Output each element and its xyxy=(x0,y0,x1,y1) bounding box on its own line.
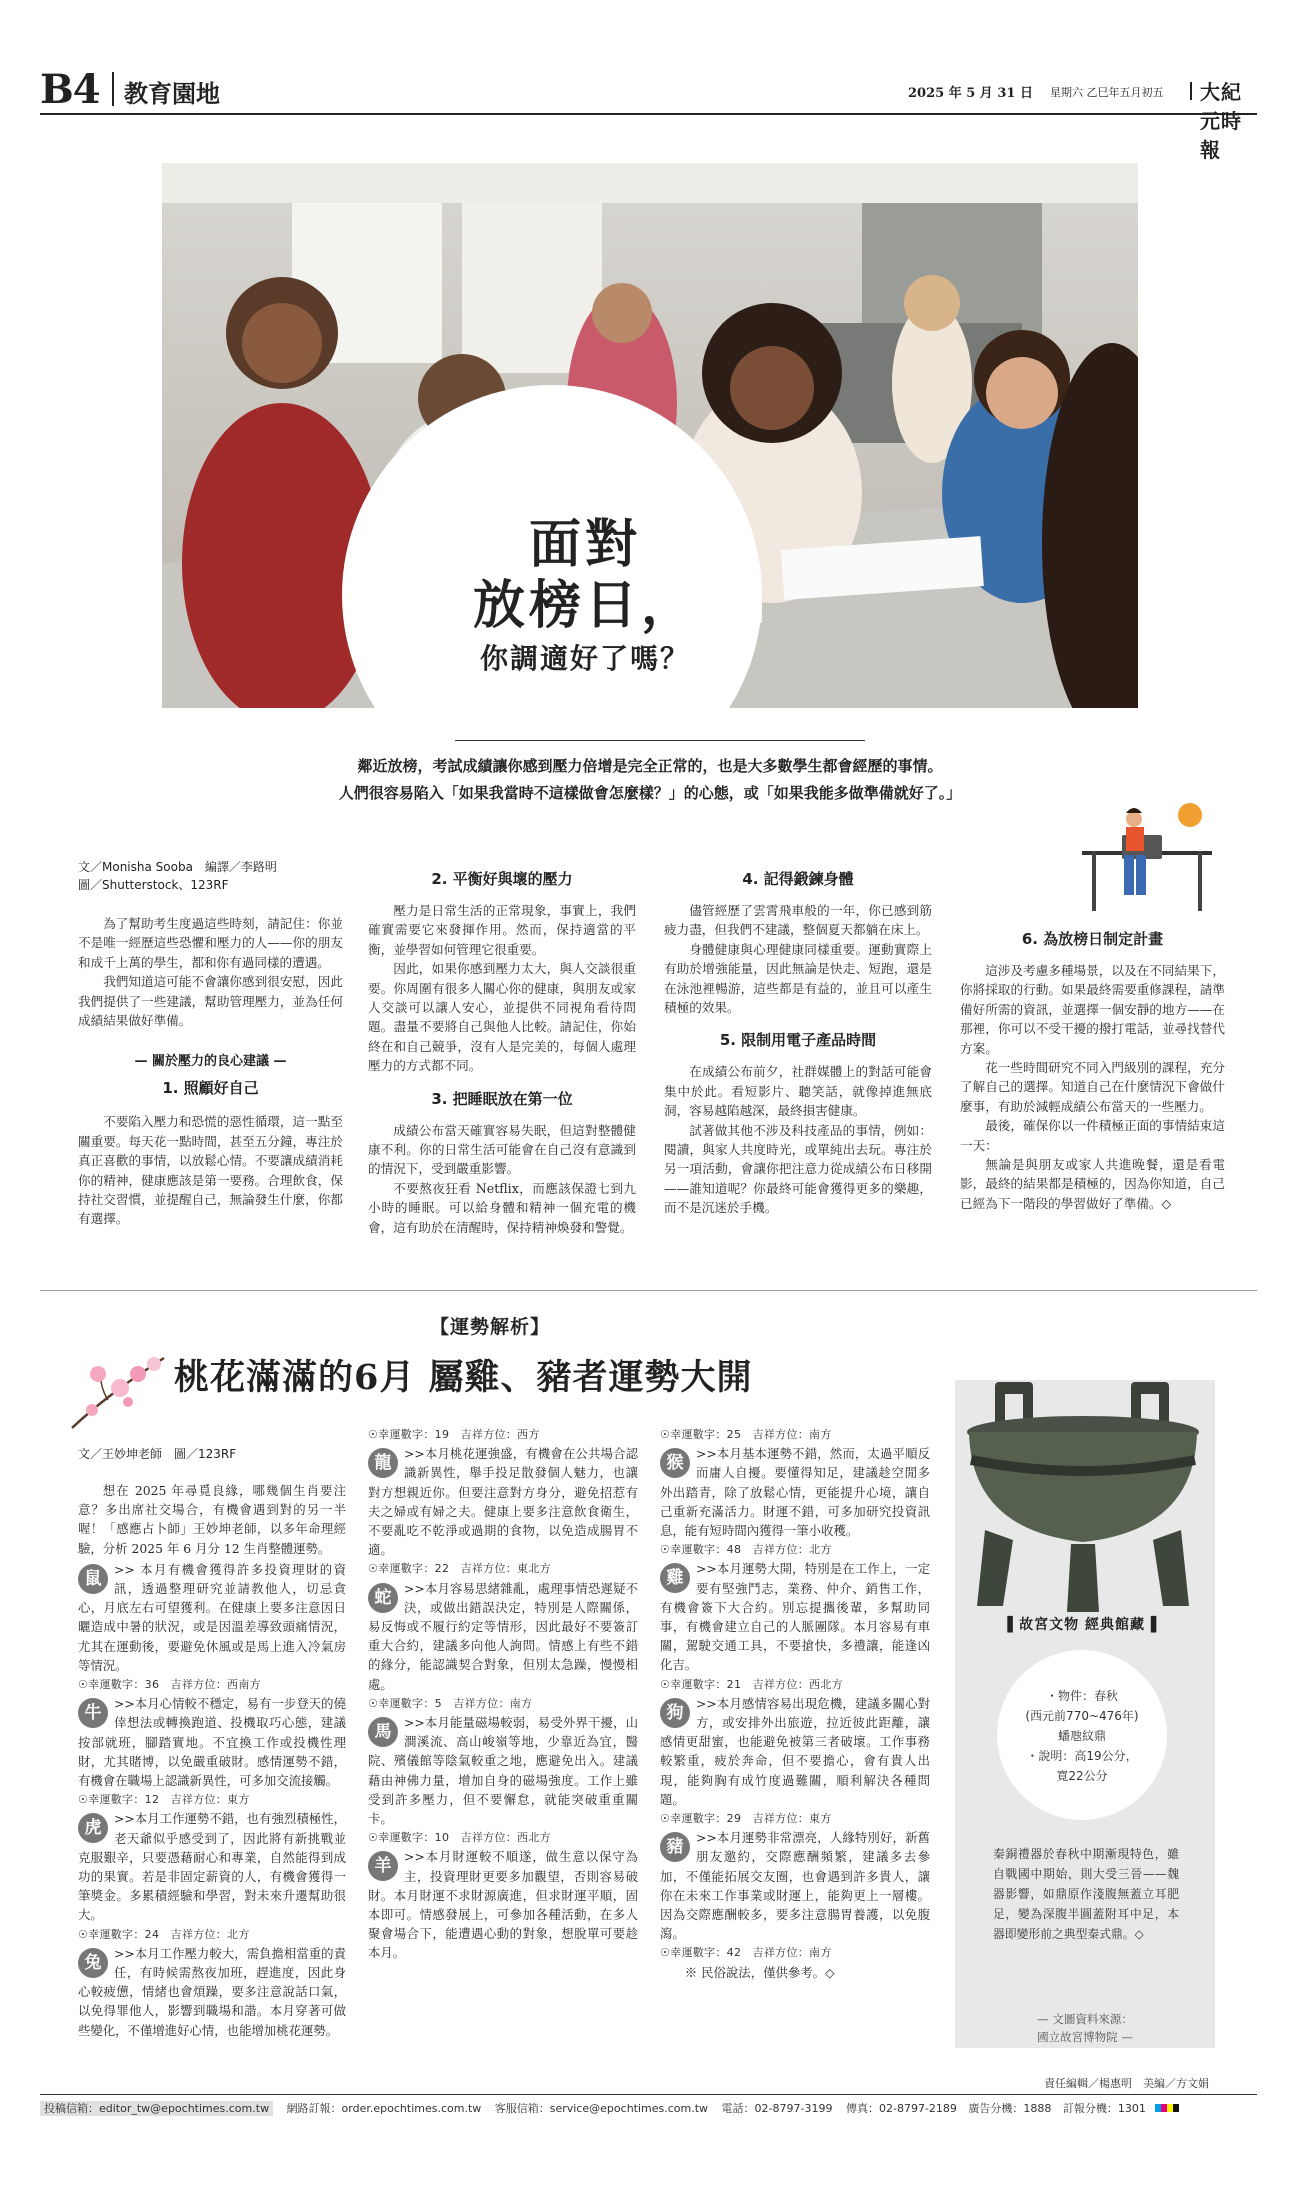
footer-submit: 投稿信箱：editor_tw@epochtimes.com.tw xyxy=(40,2101,273,2116)
museum-source-line2: 國立故宮博物院 — xyxy=(1037,2030,1133,2044)
zodiac-text-goat: >>本月財運較不順遂，做生意以保守為主，投資理財更要多加觀望，否則容易破財。本月財運不求財源廣進，但求財運平順，固本即可。情感發展上，可參加各種活動，在多人聚會場合下，能遭遇心動的對象，想脫單可要趁本月。 xyxy=(368,1849,638,1961)
tip-5-heading: 5. 限制用電子產品時間 xyxy=(719,1031,877,1050)
tip-6-text-c: 最後，確保你以一件積極正面的事情結束這一天： xyxy=(960,1118,1225,1153)
byline-photo: 圖／Shutterstock、123RF xyxy=(78,878,229,892)
zodiac-badge-rooster: 雞 xyxy=(660,1563,690,1593)
zodiac-luck-ox: ☉幸運數字：12 吉祥方位：東方 xyxy=(78,1793,250,1807)
zodiac-entry-dragon xyxy=(368,1444,638,1559)
zodiac-text-rooster: >>本月運勢大開，特別是在工作上，一定要有堅強鬥志，業務、仲介、銷售工作，有機會簽下大合約。別忘提攜後輩，多幫助同事，有機會建立自己的人脈團隊。本月容易有車關，駕駛交通工具，不要搶快，多禮讓，能逢凶化吉。 xyxy=(660,1561,930,1673)
footer-service: 客服信箱：service@epochtimes.com.tw xyxy=(494,2102,709,2115)
tip-6-text-b: 花一些時間研究不同入門級別的課程，充分了解自己的選擇。知道自己在什麼情況下會做什麼事，有助於減輕成績公布當天的一些壓力。 xyxy=(960,1060,1225,1114)
paper-logo: 大紀元時報 xyxy=(1200,80,1242,162)
tip-4-heading: 4. 記得鍛鍊身體 xyxy=(742,870,854,888)
museum-source-line1: — 文圖資料來源： xyxy=(1037,2012,1133,2026)
intro-paragraph-1: 為了幫助考生度過這些時刻，請記住：你並不是唯一經歷這些恐懼和壓力的人——你的朋友和成千上萬的學生，都和你有過同樣的遭遇。 xyxy=(78,916,343,970)
intro-paragraph-2: 我們知道這可能不會讓你感到很安慰，因此我們提供了一些建議，幫助管理壓力，並為任何成績結果做好準備。 xyxy=(78,974,343,1029)
zodiac-text-pig: >>本月運勢非常漂亮，人緣特別好，新舊朋友邀約，交際應酬頻繁，建議多去參加，不僅能拓展交友圈，也會遇到許多貴人，讓你在未來工作事業或財運上，能夠更上一層樓。因為交際應酬較多，要多注意腸胃養護，以免腹瀉。 xyxy=(660,1830,930,1942)
issue-weekday: 星期六 乙巳年五月初五 xyxy=(1050,86,1164,99)
zodiac-entry-tiger xyxy=(78,1809,346,1924)
zodiac-text-rat: >> 本月有機會獲得許多投資理財的資訊，透過整理研究並請教他人，切忌貪心，月底左右可望獲利。在健康上要多注意因日曬造成中暑的狀況，或是因溫差導致頭痛情況，尤其在運動後，要避免休風或是馬上進入冷氣房等情況。 xyxy=(78,1561,346,1673)
museum-object: ・物件：春秋 xyxy=(1045,1689,1118,1703)
zodiac-badge-tiger: 虎 xyxy=(78,1813,108,1843)
museum-size-1: ・說明：高19公分， xyxy=(1026,1749,1138,1763)
zodiac-text-dog: >>本月感情容易出現危機，建議多關心對方，或安排外出旅遊，拉近彼此距離，讓感情更甜蜜，也能避免被第三者破壞。工作事務較繁重，疲於奔命，但不要擔心，會有貴人出現，能夠胸有成竹度過難關，順利解決各種問題。 xyxy=(660,1695,930,1807)
museum-size-2: 寬22公分 xyxy=(1056,1769,1108,1783)
feature-headline xyxy=(400,515,770,681)
zodiac-text-rabbit: >>本月工作壓力較大，需負擔相當重的責任，有時候需熬夜加班，趕進度，因此身心較疲憊，情緒也會煩躁，要多注意說話口氣，以免得罪他人，影響到職場和諧。本月穿著可做些變化，不僅增進好心情，也能增加桃花運勢。 xyxy=(78,1945,346,2038)
tip-6-heading: 6. 為放榜日制定計畫 xyxy=(1021,930,1164,948)
lead-line2: 人們很容易陷入「如果我當時不這樣做會怎麼樣？」的心態，或「如果我能多做準備就好了。」 xyxy=(338,784,962,802)
tip-6-text-a: 這涉及考慮多種場景，以及在不同結果下，你將採取的行動。如果最終需要重修課程，請準備好所需的資訊，並選擇一個安靜的地方——在那裡，你可以不受干擾的撥打電話，並尋找替代方案。 xyxy=(960,963,1225,1056)
tip-3-heading: 3. 把睡眠放在第一位 xyxy=(431,1089,573,1108)
headline-line1: 面對 xyxy=(528,514,641,575)
zodiac-badge-pig: 豬 xyxy=(660,1832,690,1862)
zodiac-entry-snake xyxy=(368,1579,638,1694)
fortune-column-2 xyxy=(368,1425,638,1963)
fortune-closing: ※ 民俗說法，僅供參考。◇ xyxy=(684,1964,835,1980)
zodiac-luck-goat: ☉幸運數字：25 吉祥方位：南方 xyxy=(660,1428,832,1441)
museum-box-title: ▌故宮文物 經典館藏 ▌ xyxy=(1007,1617,1163,1633)
zodiac-entry-ox xyxy=(78,1694,346,1790)
masthead-divider xyxy=(112,72,114,106)
section-name: 教育園地 xyxy=(124,79,220,108)
blossom-illustration xyxy=(68,1344,168,1434)
footer-rule xyxy=(40,2094,1257,2095)
editor-credit: 責任編輯／楊惠明 美編／方文娟 xyxy=(1044,2077,1209,2090)
fortune-column-1 xyxy=(78,1445,346,2040)
tip-6-text-d: 無論是與朋友或家人共進晚餐，還是看電影，最終的結果都是積極的，因為你知道，自己已經為下一階段的學習做好了準備。◇ xyxy=(960,1157,1225,1211)
article-column-3 xyxy=(664,868,932,1218)
zodiac-luck-tiger: ☉幸運數字：24 吉祥方位：北方 xyxy=(78,1927,250,1941)
zodiac-badge-ox: 牛 xyxy=(78,1698,108,1728)
tip-5-text-a: 在成績公布前夕，社群媒體上的對話可能會集中於此。看短影片、聽笑話，就像掉進無底洞，容易越陷越深，最終損害健康。 xyxy=(664,1064,932,1119)
museum-description: 秦銅禮器於春秋中期漸現特色，雖自戰國中期始，則大受三晉——魏器影響，如鼎原作淺腹無蓋立耳肥足，變為深腹半圓蓋附耳中足，本器即變形前之典型秦式鼎。◇ xyxy=(993,1847,1179,1941)
zodiac-entry-goat xyxy=(368,1847,638,1962)
article-column-4 xyxy=(960,928,1225,1213)
zodiac-luck-rabbit: ☉幸運數字：19 吉祥方位：西方 xyxy=(368,1428,540,1441)
museum-era: (西元前770~476年) xyxy=(1025,1709,1139,1723)
desk-illustration xyxy=(1072,795,1212,913)
tip-4-text-a: 儘管經歷了雲霄飛車般的一年，你已感到筋疲力盡，但我們不建議，整個夏天都躺在床上。 xyxy=(664,903,932,938)
masthead-divider-2 xyxy=(1190,82,1192,100)
footer-phone: 電話：02-8797-3199 xyxy=(721,2102,833,2115)
zodiac-text-dragon: >>本月桃花運強盛，有機會在公共場合認識新異性，舉手投足散發個人魅力，也讓對方想親近你。但要注意對方身分，避免招惹有夫之婦或有婦之夫。健康上要多注意飲食衛生，不要亂吃不乾淨或過期的食物，以免造成腸胃不適。 xyxy=(368,1446,638,1558)
black-swatch xyxy=(1173,2104,1179,2112)
zodiac-badge-monkey: 猴 xyxy=(660,1448,690,1478)
bronze-tripod-vessel xyxy=(955,1380,1215,1620)
tip-5-text-b: 試著做其他不涉及科技產品的事情，例如：閱讀，與家人共度時光，或單純出去玩。專注於另一項活動，會讓你把注意力從成績公布日移開——誰知道呢？你最終可能會獲得更多的樂趣，而不是沉迷於手機。 xyxy=(664,1122,932,1216)
tip-4-text-b: 身體健康與心理健康同樣重要。運動實際上有助於增強能量，因此無論是快走、短跑，還是在泳池裡暢游，這些都是有益的，並且可以產生積極的效果。 xyxy=(664,941,932,1016)
zodiac-entry-pig xyxy=(660,1828,930,1943)
tip-1-heading: 1. 照顧好自己 xyxy=(162,1079,259,1098)
museum-panel xyxy=(955,1380,1215,2048)
fortune-byline: 文／王妙坤老師 圖／123RF xyxy=(78,1447,237,1461)
advice-section-title: — 關於壓力的良心建議 — xyxy=(134,1054,287,1070)
byline-author: 文／Monisha Sooba 編譯／李路明 xyxy=(78,860,277,874)
zodiac-badge-dragon: 龍 xyxy=(368,1448,398,1478)
footer-fax: 傳真：02-8797-2189 xyxy=(845,2102,957,2115)
zodiac-entry-dog xyxy=(660,1694,930,1809)
feature-lead xyxy=(140,753,1160,807)
zodiac-badge-rabbit: 兔 xyxy=(78,1948,108,1978)
zodiac-badge-goat: 羊 xyxy=(368,1851,398,1881)
tip-3-text-a: 成績公布當天確實容易失眠，但這對整體健康不利。你的日常生活可能會在自己沒有意識到的情況下，受到嚴重影響。 xyxy=(368,1122,636,1177)
zodiac-badge-rat: 鼠 xyxy=(78,1564,108,1594)
tip-1-text: 不要陷入壓力和恐慌的惡性循環，這一點至關重要。每天花一點時間，甚至五分鐘，專注於真正喜歡的事情，以放鬆心情。不要讓成績消耗你的精神，健康應該是第一要務。合理飲食，保持社交習慣，並提醒自己，無論發生什麼，你都有選擇。 xyxy=(78,1114,343,1227)
footer-subscribe: 網路訂報：order.epochtimes.com.tw xyxy=(286,2102,482,2115)
article-column-1 xyxy=(78,858,343,1229)
section-divider xyxy=(40,1290,1257,1291)
fortune-column-3 xyxy=(660,1425,930,1982)
zodiac-entry-rabbit xyxy=(78,1944,346,2040)
tip-2-text-a: 壓力是日常生活的正常現象，事實上，我們確實需要它來發揮作用。然而，保持適當的平衡，並學習如何管理它很重要。 xyxy=(368,903,636,957)
zodiac-luck-horse: ☉幸運數字：10 吉祥方位：西北方 xyxy=(368,1831,551,1845)
zodiac-luck-rat: ☉幸運數字：36 吉祥方位：西南方 xyxy=(78,1678,261,1692)
museum-info-circle xyxy=(997,1650,1167,1820)
subheadline: 你調適好了嗎？ xyxy=(479,642,690,675)
masthead xyxy=(40,66,1257,162)
museum-source xyxy=(955,2010,1215,2046)
issue-date: 2025 年 5 月 31 日 xyxy=(908,86,1033,101)
zodiac-luck-rooster: ☉幸運數字：21 吉祥方位：西北方 xyxy=(660,1677,843,1691)
color-registration-marks xyxy=(1155,2102,1179,2115)
zodiac-badge-snake: 蛇 xyxy=(368,1583,398,1613)
museum-name: 蟠虺紋鼎 xyxy=(1057,1729,1106,1743)
zodiac-luck-dog: ☉幸運數字：29 吉祥方位：東方 xyxy=(660,1812,832,1826)
zodiac-text-snake: >>本月容易思緒雜亂，處理事情恐遲疑不決，或做出錯誤決定，特別是人際關係，易反悔或不履行約定等情形，因此最好不要簽訂重大合約，建議多向他人詢問。情感上有些不錯的緣分，能認識契合對象，但別太急躁，慢慢相處。 xyxy=(368,1580,638,1692)
zodiac-luck-dragon: ☉幸運數字：22 吉祥方位：東北方 xyxy=(368,1562,551,1576)
zodiac-luck-pig: ☉幸運數字：42 吉祥方位：南方 xyxy=(660,1946,832,1960)
page-code: B4 xyxy=(40,66,100,113)
zodiac-luck-monkey: ☉幸運數字：48 吉祥方位：北方 xyxy=(660,1543,832,1557)
lead-line1: 鄰近放榜，考試成績讓你感到壓力倍增是完全正常的，也是大多數學生都會經歷的事情。 xyxy=(357,757,943,775)
zodiac-entry-rooster xyxy=(660,1559,930,1674)
fortune-intro: 想在 2025 年尋覓良緣，哪幾個生肖要注意？多出席社交場合，有機會遇到對的另一半喔！「感應占卜師」王妙坤老師，以多年命理經驗，分析 2025 年 6 月分 12 生肖整體運勢。 xyxy=(78,1483,346,1556)
fortune-headline: 桃花滿滿的6月 屬雞、豬者運勢大開 xyxy=(174,1357,753,1398)
zodiac-entry-rat xyxy=(78,1560,346,1675)
zodiac-text-ox: >>本月心情較不穩定，易有一步登天的僥倖想法或轉換跑道、投機取巧心態，建議按部就班，腳踏實地。不宜換工作或投機性理財，尤其賭博，以免嚴重破財。感情運勢不錯，有機會在職場上認識新異性，可多加交流接觸。 xyxy=(78,1696,346,1789)
footer-order: 訂報分機：1301 xyxy=(1062,2102,1146,2115)
headline-line2: 放榜日， xyxy=(472,575,697,636)
tip-2-text-b: 因此，如果你感到壓力太大，與人交談很重要。你周圍有很多人關心你的健康，與朋友或家人交談可以讓人安心，並提供不同視角看待問題。盡量不要將自己與他人比較。請記住，你始終在和自己競爭，沒有人是完美的，每個人處理壓力的方式都不同。 xyxy=(368,961,636,1074)
footer-bar xyxy=(40,2100,1257,2120)
lead-rule xyxy=(455,740,865,741)
tip-3-text-b: 不要熬夜狂看 Netflix，而應該保證七到九小時的睡眠。可以給身體和精神一個充電的機會，這有助於在清醒時，保持精神煥發和警覺。 xyxy=(368,1180,636,1235)
zodiac-entry-horse xyxy=(368,1713,638,1828)
zodiac-luck-snake: ☉幸運數字：5 吉祥方位：南方 xyxy=(368,1696,533,1710)
article-column-2 xyxy=(368,868,636,1237)
footer-ads: 廣告分機：1888 xyxy=(968,2102,1052,2115)
zodiac-text-tiger: >>本月工作運勢不錯，也有強烈積極性，老天爺似乎感受到了，因此將有新挑戰並克服艱辛，只要憑藉耐心和專業，自然能得到成功的果實。若是非固定薪資的人，有機會獲得一筆獎金。多累積經驗和學習，對未來升遷幫助很大。 xyxy=(78,1811,346,1923)
zodiac-badge-dog: 狗 xyxy=(660,1698,690,1728)
tip-2-heading: 2. 平衡好與壞的壓力 xyxy=(431,870,573,888)
zodiac-entry-monkey xyxy=(660,1444,930,1540)
zodiac-text-horse: >>本月能量磁場較弱，易受外界干擾，山澗溪流、高山峻嶺等地，少靠近為宜，醫院、殯儀館等陰氣較重之地，應避免出入。建議藉由神佛力量，增加自身的磁場強度。工作上雖受到許多壓力，但不要懈怠，就能突破重重關卡。 xyxy=(368,1715,638,1827)
zodiac-text-monkey: >>本月基本運勢不錯，然而，太過平順反而庸人自擾。要懂得知足，建議趁空閒多外出踏青，除了放鬆心情，更能提升心境，讓自己重新充滿活力。財運不錯，可多加研究投資訊息，能有短時間內獲得一筆小收穫。 xyxy=(660,1446,930,1539)
zodiac-badge-horse: 馬 xyxy=(368,1717,398,1747)
fortune-kicker: 【運勢解析】 xyxy=(430,1316,551,1338)
